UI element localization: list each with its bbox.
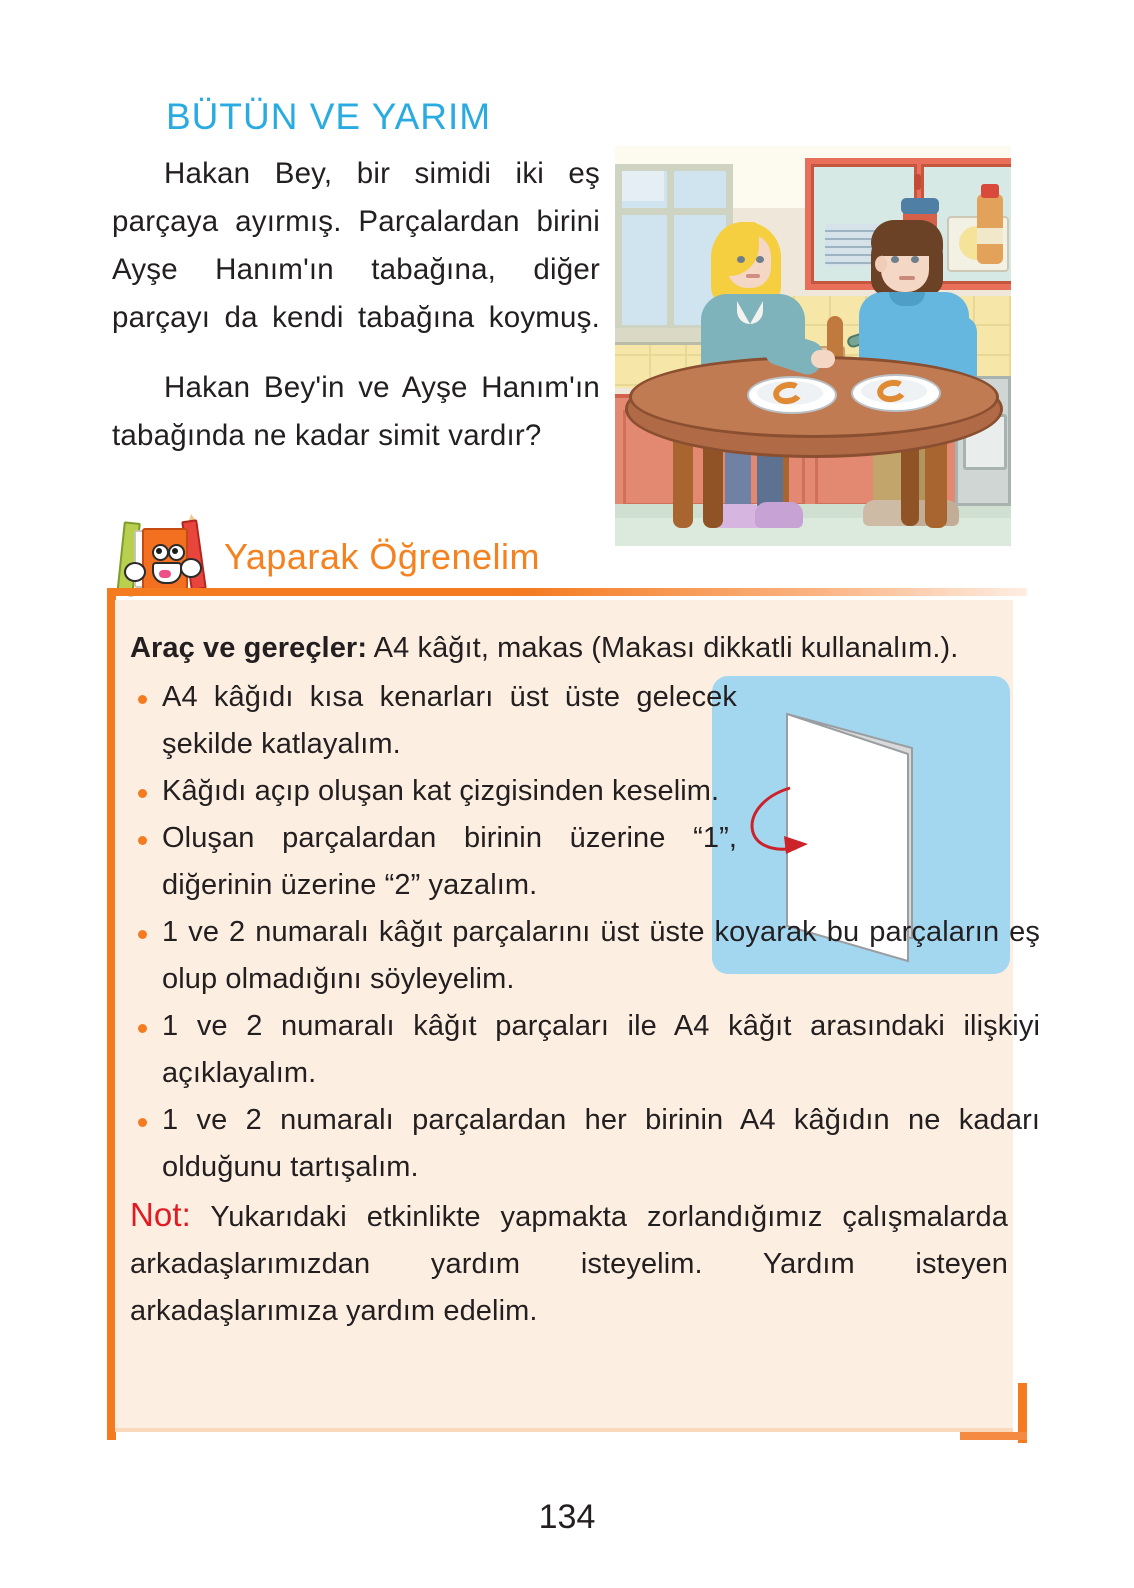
list-item: A4 kâğıdı kısa kenarları üst üste gelecek şekilde katlayalım.	[130, 674, 737, 768]
bottle-label	[977, 228, 1003, 244]
book-mascot-icon	[118, 518, 210, 596]
list-item: Oluşan parçalardan birinin üzerine “1”, diğerinin üzerine “2” yazalım.	[130, 815, 737, 909]
activity-box-shadow	[115, 1428, 1013, 1432]
intro-text-column	[112, 150, 600, 482]
woman-eye	[756, 256, 764, 263]
mascot-tongue	[159, 570, 171, 578]
tools-label: Araç ve gereçler:	[130, 632, 368, 664]
bottle-cap	[981, 184, 999, 198]
kitchen-illustration	[615, 146, 1011, 546]
activity-banner-title: Yaparak Öğrenelim	[224, 536, 540, 577]
list-item: 1 ve 2 numaralı kâğıt parçaları ile A4 kâğıt arasındaki ilişkiyi açıklayalım.	[130, 1003, 1040, 1097]
woman-eye	[737, 256, 745, 263]
woman-hand	[811, 350, 835, 368]
tools-text: A4 kâğıt, makas (Makası dikkatli kullanalım.).	[367, 632, 959, 664]
note-text: Yukarıdaki etkinlikte yapmakta zorlandığımız çalışmalarda arkadaşlarımızdan yardım isteyelim. Yardım isteyen arkadaşlarımıza yardım edelim.	[130, 1201, 1008, 1327]
list-item: 1 ve 2 numaralı parçalardan her birinin A4 kâğıdın ne kadarı olduğunu tartışalım.	[130, 1097, 1040, 1191]
list-item: 1 ve 2 numaralı kâğıt parçalarını üst üste koyarak bu parçaların eş olup olmadığını söyleyelim.	[130, 909, 1040, 1003]
mascot-hand	[180, 558, 202, 578]
woman-shoe	[755, 502, 803, 528]
man-eye	[911, 256, 919, 263]
man-eye	[891, 256, 899, 263]
intro-paragraph-1: Hakan Bey, bir simidi iki eş parçaya ayırmış. Parçalardan birini Ayşe Hanım'ın tabağına, diğer parçayı da kendi tabağına koymuş.	[112, 157, 600, 334]
mascot-pupil	[172, 548, 178, 554]
window-mullion-vertical	[667, 164, 674, 332]
mascot-pupil	[156, 548, 162, 554]
window-mullion-horizontal	[615, 208, 733, 215]
man-mouth	[899, 276, 915, 280]
page-title: BÜTÜN VE YARIM	[166, 96, 492, 137]
activity-box-border-bottom	[960, 1432, 1027, 1440]
activity-box-border-top	[107, 588, 1027, 596]
mascot-hand	[124, 562, 146, 582]
man-fringe	[871, 220, 943, 256]
cabinet-knob	[914, 174, 921, 190]
intro-paragraph-2: Hakan Bey'in ve Ayşe Hanım'ın tabağında ne kadar simit vardır?	[112, 371, 600, 452]
list-item: Kâğıdı açıp oluşan kat çizgisinden keselim.	[130, 768, 737, 815]
man-ear	[875, 256, 887, 272]
page-number: 134	[538, 1498, 596, 1536]
note-label: Not:	[130, 1196, 191, 1233]
window-glass	[622, 171, 664, 201]
note-paragraph	[130, 1191, 1008, 1335]
tools-line	[130, 626, 1010, 670]
activity-steps-list	[130, 674, 1040, 1191]
jar-lid	[901, 198, 939, 214]
activity-content	[130, 626, 1040, 1335]
activity-banner	[118, 526, 540, 588]
woman-mouth	[746, 274, 760, 278]
